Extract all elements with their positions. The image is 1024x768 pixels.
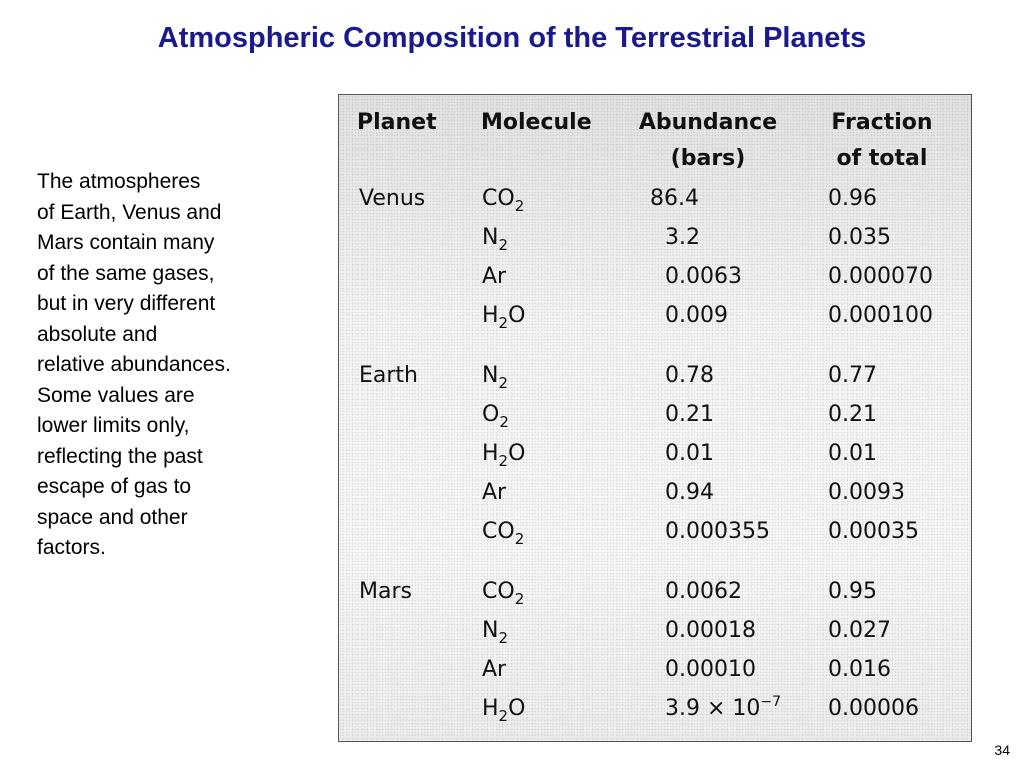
molecule-subscript: 2: [498, 236, 509, 254]
molecule-suffix: O: [508, 696, 526, 721]
abundance-value: 0.0063: [665, 264, 742, 289]
molecule-base: Ar: [482, 657, 507, 682]
molecule-base: CO: [482, 519, 515, 544]
header-planet: Planet: [357, 110, 437, 135]
abundance-exponent: −7: [760, 694, 782, 710]
molecule-cell: [482, 363, 509, 392]
molecule-base: H: [482, 303, 499, 328]
description-line: escape of gas to: [37, 475, 192, 498]
header-fraction-line2: of total: [836, 146, 928, 171]
abundance-cell: [665, 696, 781, 722]
molecule-cell: [482, 579, 525, 608]
molecule-subscript: 2: [514, 590, 525, 608]
molecule-subscript: 2: [498, 314, 509, 332]
molecule-cell: [482, 303, 526, 332]
page-number: 34: [994, 742, 1010, 758]
fraction-cell: 0.000100: [828, 303, 933, 328]
header-abundance-line2: (bars): [670, 146, 746, 171]
molecule-suffix: O: [508, 303, 526, 328]
abundance-value: 3.2: [665, 225, 700, 250]
fraction-cell: 0.95: [828, 579, 877, 604]
description-text: [37, 167, 297, 564]
abundance-cell: [665, 363, 714, 389]
molecule-subscript: 2: [514, 530, 525, 548]
fraction-cell: 0.000070: [828, 264, 933, 289]
description-line: Some values are: [37, 383, 195, 407]
planet-label: Venus: [359, 186, 426, 211]
header-abundance-line1: Abundance: [638, 110, 778, 135]
molecule-subscript: 2: [499, 413, 509, 431]
description-line: absolute and: [37, 322, 158, 346]
abundance-cell: [665, 579, 742, 605]
fraction-cell: 0.035: [828, 225, 891, 250]
slide-title: Atmospheric Composition of the Terrestrial Planets: [157, 22, 867, 54]
molecule-cell: [482, 402, 509, 431]
description-line: of the same gases,: [37, 261, 215, 285]
molecule-base: Ar: [482, 480, 507, 505]
header-molecule: Molecule: [481, 110, 592, 135]
description-line: The atmospheres: [37, 170, 201, 193]
molecule-suffix: O: [508, 441, 526, 466]
fraction-cell: 0.96: [828, 186, 877, 211]
abundance-cell: [650, 186, 699, 212]
composition-table: [338, 94, 972, 742]
abundance-value: 0.21: [665, 402, 714, 427]
molecule-cell: [482, 657, 506, 683]
fraction-cell: 0.21: [828, 402, 877, 427]
abundance-cell: [665, 618, 756, 644]
abundance-value: 0.00018: [665, 618, 756, 643]
description-line: of Earth, Venus and: [37, 200, 222, 224]
abundance-cell: [665, 303, 728, 329]
molecule-base: N: [482, 225, 499, 250]
description-line: reflecting the past: [37, 444, 203, 468]
molecule-cell: [482, 186, 525, 215]
molecule-base: N: [482, 618, 499, 643]
abundance-cell: [665, 657, 756, 683]
fraction-cell: 0.016: [828, 657, 891, 682]
molecule-cell: [482, 480, 506, 506]
planet-label: Earth: [359, 363, 418, 388]
abundance-value: 0.009: [665, 303, 728, 328]
description-line: lower limits only,: [37, 414, 190, 437]
molecule-cell: [482, 618, 509, 647]
fraction-cell: 0.00035: [828, 519, 919, 544]
description-line: Mars contain many: [37, 231, 215, 254]
molecule-base: CO: [482, 579, 515, 604]
molecule-subscript: 2: [498, 707, 509, 725]
abundance-value: 3.9 × 10: [665, 696, 761, 721]
abundance-value: 0.0062: [665, 579, 742, 604]
abundance-cell: [665, 519, 770, 545]
molecule-base: N: [482, 363, 499, 388]
abundance-cell: [665, 441, 714, 467]
description-line: factors.: [37, 536, 106, 559]
abundance-value: 0.78: [665, 363, 714, 388]
abundance-value: 0.000355: [665, 519, 770, 544]
molecule-subscript: 2: [498, 629, 509, 647]
molecule-cell: [482, 264, 506, 290]
abundance-cell: [665, 480, 714, 506]
description-line: space and other: [37, 505, 188, 529]
molecule-cell: [482, 225, 509, 254]
molecule-base: H: [482, 696, 499, 721]
planet-label: Mars: [359, 579, 412, 604]
abundance-cell: [665, 264, 742, 290]
fraction-cell: 0.00006: [828, 696, 919, 721]
molecule-cell: [482, 519, 525, 548]
fraction-cell: 0.0093: [828, 480, 905, 505]
molecule-subscript: 2: [514, 197, 525, 215]
abundance-value: 86.4: [650, 186, 699, 211]
molecule-subscript: 2: [498, 374, 509, 392]
molecule-base: CO: [482, 186, 515, 211]
header-fraction-line1: Fraction: [831, 110, 933, 135]
description-line: but in very different: [37, 292, 216, 315]
molecule-cell: [482, 696, 526, 725]
abundance-cell: [665, 402, 714, 428]
fraction-cell: 0.01: [828, 441, 877, 466]
header-abundance: [633, 110, 783, 172]
abundance-cell: [665, 225, 700, 251]
fraction-cell: 0.77: [828, 363, 877, 388]
molecule-cell: [482, 441, 526, 470]
molecule-base: H: [482, 441, 499, 466]
molecule-base: Ar: [482, 264, 507, 289]
molecule-subscript: 2: [498, 452, 509, 470]
abundance-value: 0.01: [665, 441, 714, 466]
abundance-value: 0.94: [665, 480, 714, 505]
fraction-cell: 0.027: [828, 618, 891, 643]
abundance-value: 0.00010: [665, 657, 756, 682]
molecule-base: O: [482, 402, 500, 427]
description-line: relative abundances.: [37, 353, 231, 376]
header-fraction: [817, 110, 947, 172]
